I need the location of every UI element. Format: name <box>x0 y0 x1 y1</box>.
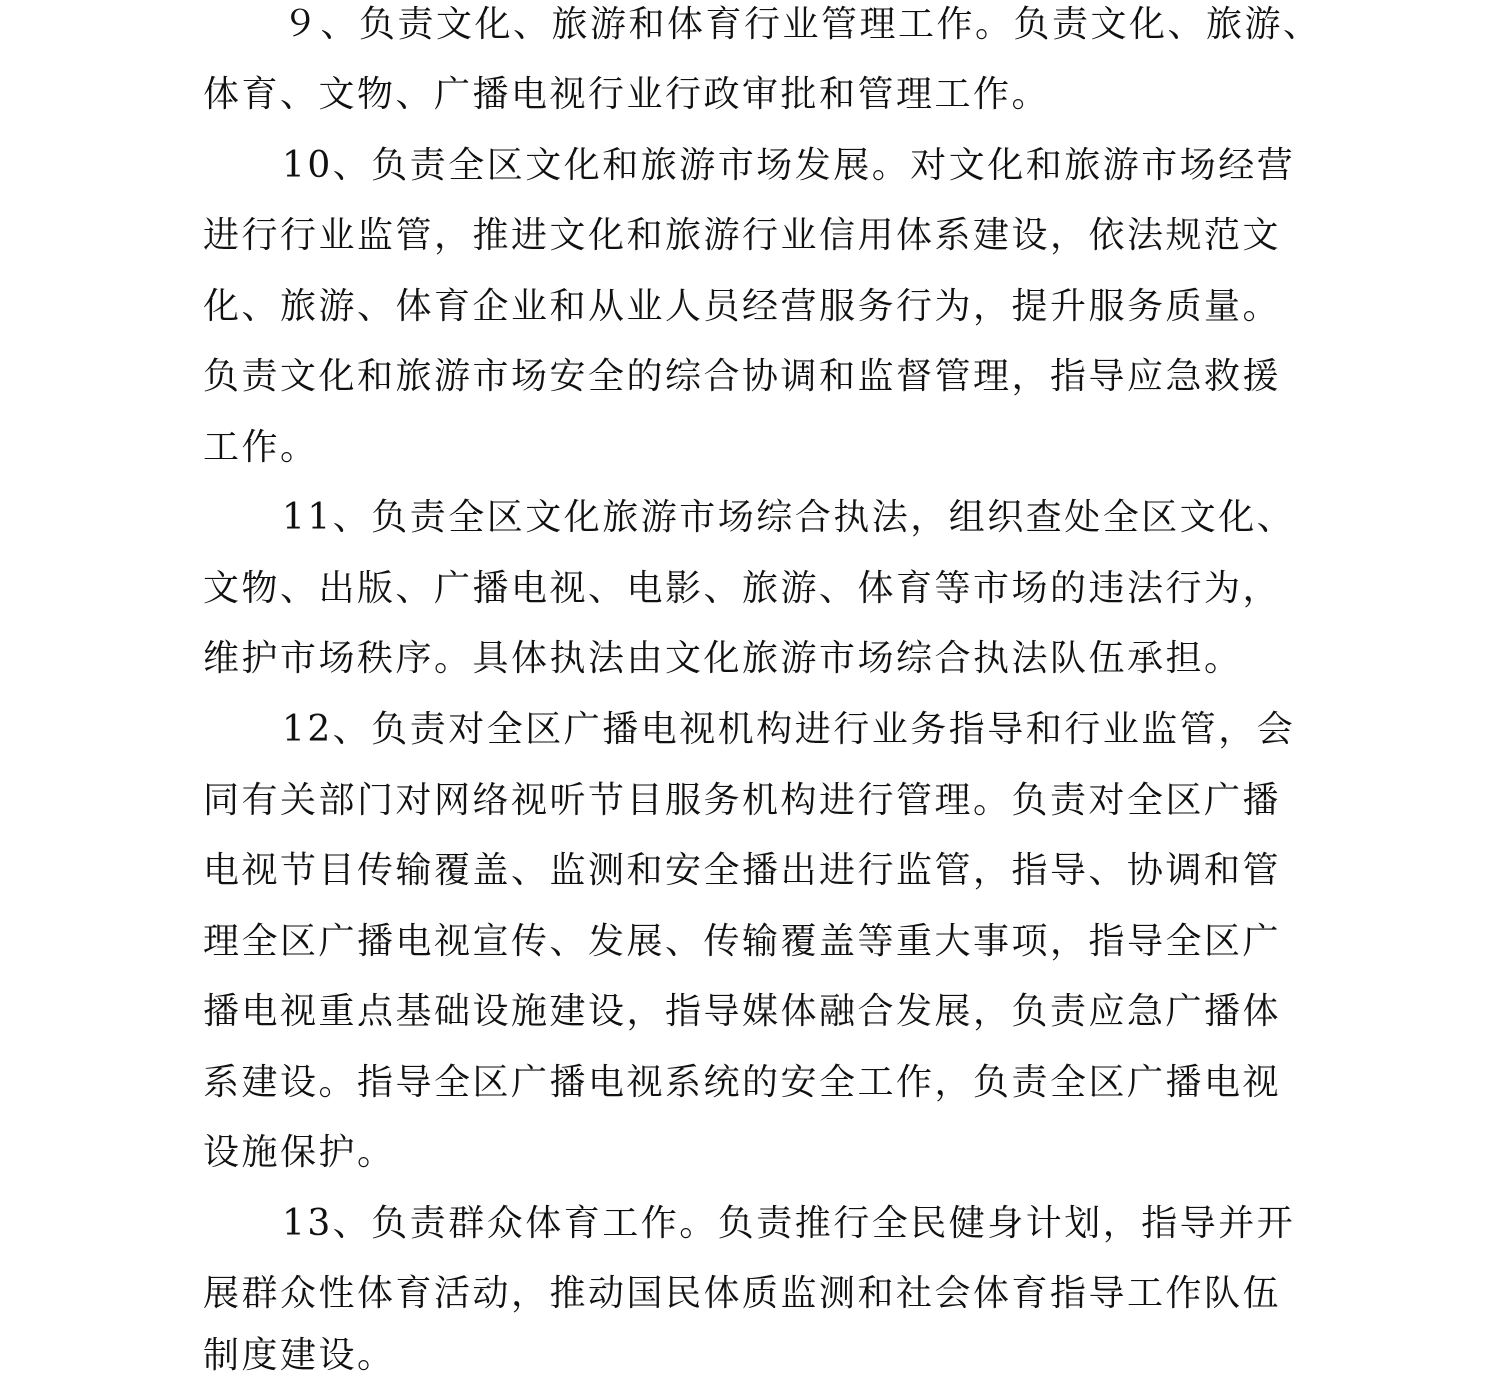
paragraph-13-line-2: 展群众性体育活动，推动国民体质监测和社会体育指导工作队伍 <box>203 1273 1282 1314</box>
paragraph-13-line-1: 13、负责群众体育工作。负责推行全民健身计划，指导并开 <box>282 1203 1296 1244</box>
paragraph-11-line-2: 文物、出版、广播电视、电影、旅游、体育等市场的违法行为， <box>203 568 1282 609</box>
paragraph-10-line-4: 负责文化和旅游市场安全的综合协调和监督管理，指导应急救援 <box>203 356 1282 397</box>
paragraph-12-line-3: 电视节目传输覆盖、监测和安全播出进行监管，指导、协调和管 <box>203 850 1282 891</box>
paragraph-10-line-5: 工作。 <box>203 427 319 468</box>
paragraph-10-line-3: 化、旅游、体育企业和从业人员经营服务行为，提升服务质量。 <box>203 286 1282 327</box>
paragraph-12-line-6: 系建设。指导全区广播电视系统的安全工作，负责全区广播电视 <box>203 1062 1282 1103</box>
paragraph-9-line-1: ９、负责文化、旅游和体育行业管理工作。负责文化、旅游、 <box>282 4 1322 45</box>
paragraph-11-line-3: 维护市场秩序。具体执法由文化旅游市场综合执法队伍承担。 <box>203 638 1243 679</box>
paragraph-12-line-7: 设施保护。 <box>203 1132 396 1173</box>
paragraph-10-line-1: 10、负责全区文化和旅游市场发展。对文化和旅游市场经营 <box>282 145 1296 186</box>
paragraph-13-line-3: 制度建设。 <box>203 1335 396 1376</box>
paragraph-12-line-2: 同有关部门对网络视听节目服务机构进行管理。负责对全区广播 <box>203 780 1282 821</box>
paragraph-12-line-4: 理全区广播电视宣传、发展、传输覆盖等重大事项，指导全区广 <box>203 921 1282 962</box>
paragraph-12-line-5: 播电视重点基础设施建设，指导媒体融合发展，负责应急广播体 <box>203 991 1282 1032</box>
paragraph-11-line-1: 11、负责全区文化旅游市场综合执法，组织查处全区文化、 <box>282 497 1296 538</box>
paragraph-12-line-1: 12、负责对全区广播电视机构进行业务指导和行业监管，会 <box>282 709 1296 750</box>
paragraph-10-line-2: 进行行业监管，推进文化和旅游行业信用体系建设，依法规范文 <box>203 215 1282 256</box>
paragraph-9-line-2: 体育、文物、广播电视行业行政审批和管理工作。 <box>203 74 1051 115</box>
